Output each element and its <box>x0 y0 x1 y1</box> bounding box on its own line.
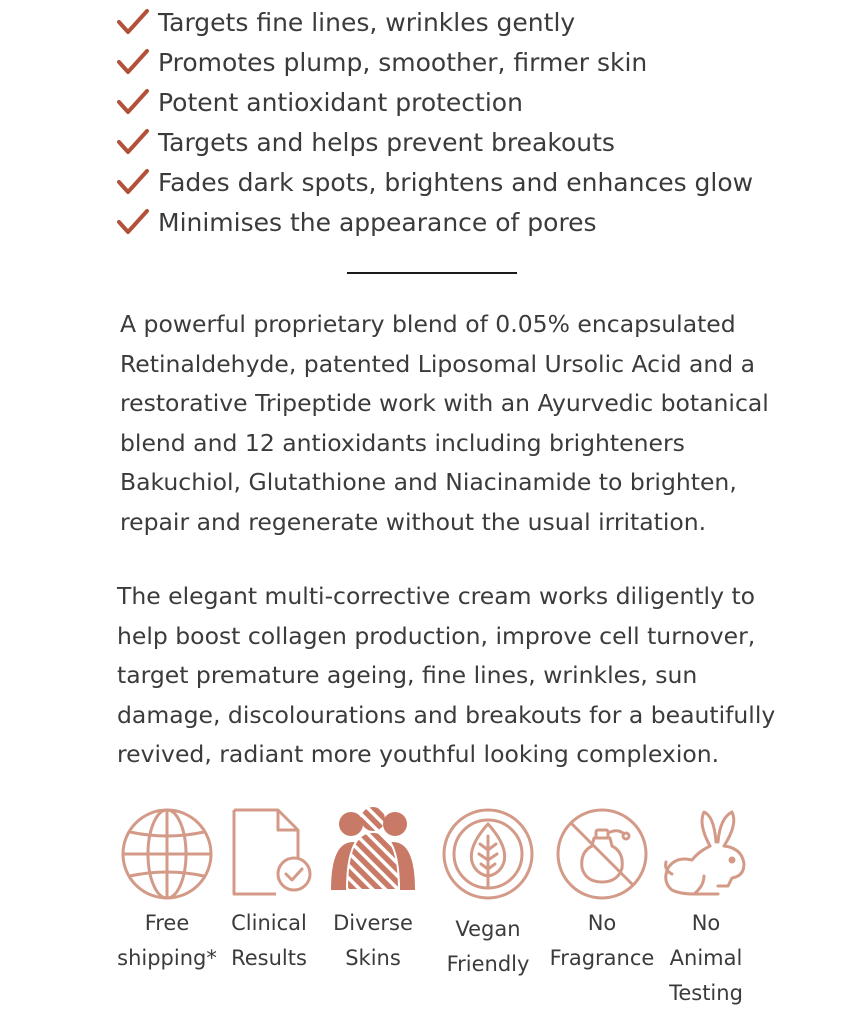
diverse-skins-icon <box>325 806 421 902</box>
benefit-item <box>116 122 753 162</box>
paragraph-line: repair and regenerate without the usual irritation. <box>120 507 707 536</box>
no-fragrance-icon <box>554 806 650 902</box>
description-paragraph-1 <box>120 305 769 542</box>
rabbit-icon <box>658 806 754 902</box>
benefit-text: Potent antioxidant protection <box>158 87 523 117</box>
benefit-item <box>116 82 753 122</box>
paragraph-line: The elegant multi-corrective cream works diligently to <box>117 582 756 610</box>
feature-diverse-skins <box>318 806 428 976</box>
globe-icon <box>119 806 215 902</box>
paragraph-line: damage, discolourations and breakouts for a beautifully <box>117 700 776 729</box>
feature-vegan-friendly <box>433 806 543 982</box>
benefit-text: Targets fine lines, wrinkles gently <box>158 7 576 37</box>
paragraph-line: Bakuchiol, Glutathione and Niacinamide to brighten, <box>120 468 737 496</box>
benefit-text: Fades dark spots, brightens and enhances glow <box>158 167 754 197</box>
benefit-text: Promotes plump, smoother, firmer skin <box>158 47 648 77</box>
check-icon <box>116 127 150 157</box>
feature-label: Diverse Skins <box>333 911 413 970</box>
benefit-item <box>116 42 753 82</box>
paragraph-line: Retinaldehyde, patented Liposomal Ursolic Acid and a <box>120 349 756 378</box>
check-icon <box>116 207 150 237</box>
paragraph-line: revived, radiant more youthful looking complexion. <box>117 740 720 768</box>
clinical-document-icon <box>220 806 318 902</box>
benefits-list <box>116 2 753 242</box>
feature-label: Free shipping* <box>117 911 217 970</box>
description-paragraph-2 <box>117 577 775 775</box>
check-icon <box>116 47 150 77</box>
feature-label: Clinical Results <box>231 911 307 970</box>
paragraph-line: A powerful proprietary blend of 0.05% encapsulated <box>120 310 736 338</box>
benefit-item <box>116 162 753 202</box>
feature-clinical-results <box>214 806 324 976</box>
feature-free-shipping <box>112 806 222 976</box>
paragraph-line: help boost collagen production, improve cell turnover, <box>117 621 756 650</box>
feature-label: Vegan Friendly <box>446 917 530 976</box>
paragraph-line: target premature ageing, fine lines, wrinkles, sun <box>117 661 698 689</box>
check-icon <box>116 167 150 197</box>
paragraph-line: blend and 12 antioxidants including brighteners <box>120 428 685 457</box>
section-divider <box>347 272 517 274</box>
feature-label: No Fragrance <box>549 911 655 970</box>
check-icon <box>116 7 150 37</box>
benefit-text: Minimises the appearance of pores <box>158 207 597 237</box>
benefit-item <box>116 2 753 42</box>
vegan-leaf-icon <box>440 806 536 902</box>
check-icon <box>116 87 150 117</box>
feature-badges <box>112 806 762 1021</box>
feature-no-fragrance <box>547 806 657 976</box>
paragraph-line: restorative Tripeptide work with an Ayurvedic botanical <box>120 389 769 417</box>
benefit-item <box>116 202 753 242</box>
feature-no-animal-testing <box>651 806 761 1011</box>
benefit-text: Targets and helps prevent breakouts <box>158 127 615 157</box>
feature-label: No Animal Testing <box>669 911 743 1005</box>
